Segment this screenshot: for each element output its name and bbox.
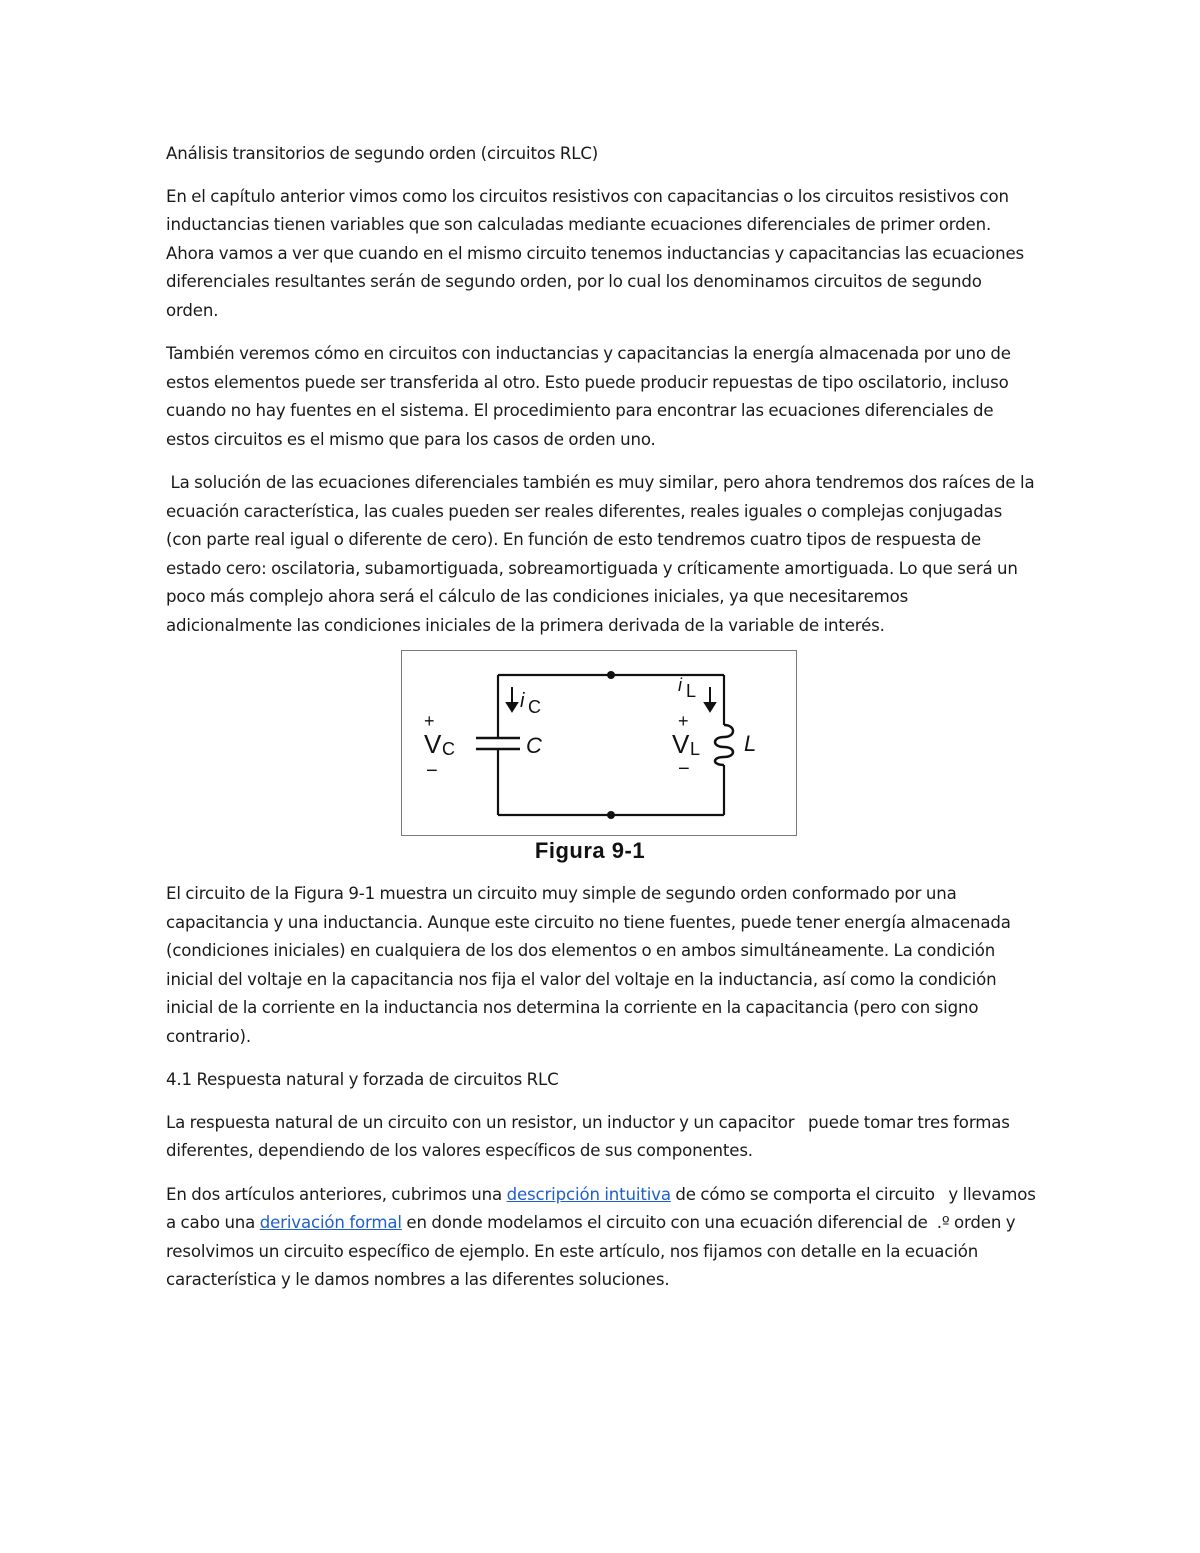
ic-label: i — [520, 690, 525, 712]
ic-sub: C — [528, 697, 541, 717]
articles-text-1: En dos artículos anteriores, cubrimos una — [166, 1184, 507, 1204]
paragraph-natural-response: La respuesta natural de un circuito con un resistor, un inductor y un capacitor puede tomar tres formas diferentes, dependiendo de los valores específicos de sus componentes. — [166, 1112, 1015, 1160]
articles-text-2: de cómo se comporta el circuito y llevamos a cabo una — [166, 1184, 1041, 1232]
lc-circuit-svg — [402, 651, 796, 835]
vl-label: V — [672, 729, 690, 759]
node-bottom — [607, 811, 615, 819]
paragraph-energy: También veremos cómo en circuitos con inductancias y capacitancias la energía almacenada por uno de estos elementos puede ser transferida al otro. Esto puede producir repuestas de tipo oscilatorio, incluso cuando no hay fuentes en el sistema. El procedimiento para encontrar las ecuaciones diferenciales de estos circuitos es el mismo que para los casos de orden uno. — [166, 344, 1011, 449]
circuit-diagram — [401, 650, 797, 836]
vc-label: V — [424, 729, 442, 759]
link-derivacion-formal[interactable]: derivación formal — [259, 1213, 402, 1232]
paragraph-articles — [166, 1181, 1041, 1295]
vc-plus: + — [424, 711, 435, 731]
vl-sub: L — [690, 739, 701, 759]
paragraph-intro: En el capítulo anterior vimos como los circuitos resistivos con capacitancias o los circuitos resistivos con inductancias tienen variables que son calculadas mediante ecuaciones diferenciales de primer orden. Ahora vamos a ver que cuando en el mismo circuito tenemos inductancias y capacitancias las ecuaciones diferenciales resultantes serán de segundo orden, por lo cual los denominamos circuitos de segundo orden. — [166, 186, 1025, 320]
document-page — [166, 140, 1041, 1295]
figure-9-1 — [401, 650, 797, 864]
paragraph-figure-description: El circuito de la Figura 9-1 muestra un circuito muy simple de segundo orden conformado por una capacitancia y una inductancia. Aunque este circuito no tiene fuentes, puede tener energía almacenada (condiciones iniciales) en cualquiera de los dos elementos o en ambos simultáneamente. La condición inicial del voltaje en la capacitancia nos fija el valor del voltaje en la inductancia, así como la condición inicial de la corriente en la inductancia nos determina la corriente en la capacitancia (pero con signo contrario). — [166, 884, 1011, 1046]
vl-plus: + — [678, 711, 689, 731]
figure-caption: Figura 9-1 — [534, 838, 646, 863]
inductor-symbol — [715, 725, 733, 765]
articles-text-3: en donde modelamos el circuito con una ecuación diferencial de .º orden y resolvimos un circuito específico de ejemplo. En este artículo, nos fijamos con detalle en la ecuación característica y le damos nombres a las diferentes soluciones. — [166, 1213, 1020, 1289]
section-heading: 4.1 Respuesta natural y forzada de circuitos RLC — [166, 1070, 559, 1089]
link-descripcion-intuitiva[interactable]: descripción intuitiva — [506, 1184, 671, 1204]
node-top — [607, 671, 615, 679]
paragraph-solution: La solución de las ecuaciones diferenciales también es muy similar, pero ahora tendremos dos raíces de la ecuación característica, las cuales pueden ser reales diferentes, reales iguales o complejas conjugadas (con parte real igual o diferente de cero). En función de esto tendremos cuatro tipos de respuesta de estado cero: oscilatoria, subamortiguada, sobreamortiguada y críticamente amortiguada. Lo que será un poco más complejo ahora será el cálculo de las condiciones iniciales, ya que necesitaremos adicionalmente las condiciones iniciales de la primera derivada de la variable de interés. — [166, 473, 1040, 635]
cap-label: C — [526, 733, 542, 758]
document-title: Análisis transitorios de segundo orden (circuitos RLC) — [166, 144, 599, 163]
il-sub: L — [686, 681, 697, 701]
il-label: i — [678, 675, 682, 695]
vc-minus: − — [426, 760, 438, 782]
capacitor-symbol — [476, 738, 520, 749]
ind-label: L — [744, 731, 757, 756]
vl-minus: − — [678, 758, 690, 780]
vc-sub: C — [442, 739, 455, 759]
